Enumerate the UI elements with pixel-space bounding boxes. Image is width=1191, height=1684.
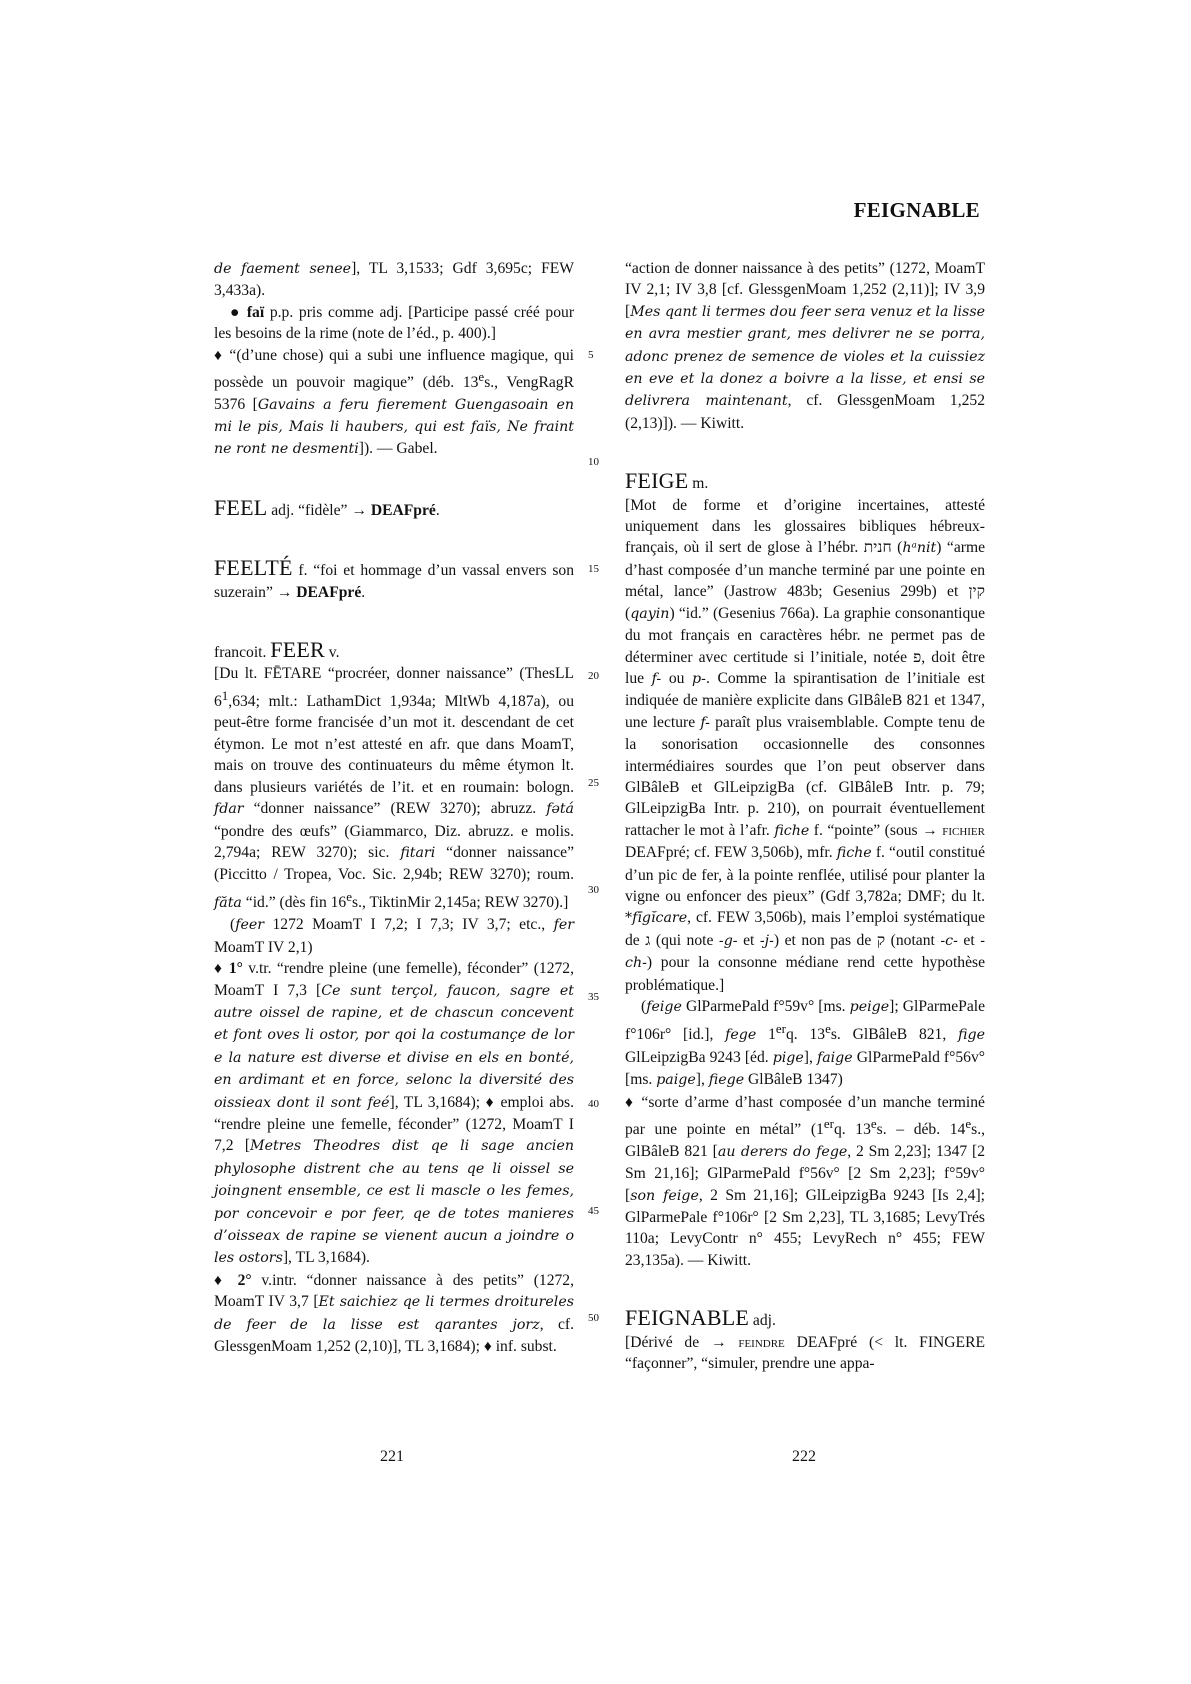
form: p-	[692, 670, 706, 687]
form: fege	[725, 1027, 757, 1044]
diamond-icon: ♦	[483, 1338, 492, 1356]
continuation-paragraph	[214, 258, 574, 302]
text: q. 13	[785, 1026, 826, 1044]
superscript: e	[870, 1116, 877, 1132]
page-number-left: 221	[380, 1448, 404, 1465]
text: GlParmePald f°56v° [ms.	[625, 1049, 985, 1089]
text: v.intr. “donner naissance à des petits” (1272, MoamT IV 3,7 [	[214, 1271, 574, 1311]
hebrew-word: חנית	[863, 539, 892, 557]
text: GlParmePald f°59v° [ms.	[681, 998, 850, 1015]
form: fige	[958, 1027, 985, 1044]
arrow-icon: →	[710, 1333, 727, 1351]
left-column	[214, 258, 574, 1357]
form: faige	[816, 1050, 853, 1066]
line-number: 25	[588, 777, 599, 789]
quote: Gavains a feru fierement Guengasoain en mi le pis, Mais li haubers, qui est faïs, Ne fraint ne ront ne desmenti	[214, 396, 574, 458]
text: ou	[661, 669, 693, 687]
quote: Ce sunt terçol, faucon, sagre et autre oissel de rapine, et de chascun concevent et font oves li ostor, por qoi la costumançe de lor e la nature est diverse et divise en els en bonté, en ardimant et en force, selonc la diversité des oissieax dont il sont feé	[214, 982, 574, 1111]
form: feer	[235, 917, 265, 934]
text: 1272 MoamT I 7,2; I 7,3; IV 3,7; etc.,	[264, 916, 554, 934]
text: ) “id.” (Gesenius 766a). La graphie consonantique du mot français en caractères hébr. ne permet pas de déterminer avec certitude si l’initiale, notée	[625, 604, 985, 666]
headword: FEEL	[214, 494, 268, 520]
cross-reference: fichier	[937, 821, 985, 839]
text: ],	[803, 1049, 817, 1066]
superscript: e	[346, 888, 353, 904]
text: .	[435, 501, 440, 519]
line-number: 30	[588, 884, 599, 896]
text: s., VengRagR 5376 [	[214, 374, 574, 413]
text: ], TL 3,1533; Gdf 3,695c; FEW 3,433a).	[214, 260, 574, 300]
superscript: e	[478, 369, 485, 385]
cross-reference: feindre	[726, 1333, 785, 1351]
text: DEAFpré (< lt. FINGERE “façonner”, “simuler, prendre une appa-	[625, 1333, 985, 1373]
text: GlBâleB 1347)	[744, 1071, 843, 1089]
sense-1	[214, 958, 574, 1270]
text: et	[957, 931, 981, 949]
form: fdar	[214, 801, 244, 818]
entry-feige	[625, 470, 985, 494]
diamond-icon: ♦	[214, 960, 224, 978]
form: fer	[553, 917, 574, 934]
text: f. “foi et hommage d’un vassal envers son suzerain”	[214, 562, 574, 601]
line-number: 40	[588, 1098, 599, 1110]
form: f-	[651, 670, 662, 687]
running-head: FEIGNABLE	[853, 198, 980, 222]
form: *fīgĭcare	[625, 910, 688, 927]
text: , cf. GlessgenMoam 1,252 (2,13)]). — Kiwitt.	[625, 392, 985, 432]
hebrew-word: קין	[968, 583, 985, 601]
headword: FEELTÉ	[214, 555, 293, 581]
form: fiege	[708, 1072, 745, 1089]
entry-feel	[214, 494, 574, 521]
cross-reference: DEAFpré	[366, 501, 436, 519]
superscript: e	[965, 1116, 972, 1132]
text: , 2 Sm 2,23]; 1347 [2 Sm 21,16]; GlParmePald f°56v° [2 Sm 2,23]; f°59v° [	[625, 1142, 986, 1204]
form: -c-	[940, 932, 958, 949]
text: s., GlBâleB 821 [	[625, 1121, 986, 1160]
quote: son feige	[630, 1187, 699, 1204]
line-number: 20	[588, 670, 599, 682]
text: ) et non pas de	[773, 931, 877, 949]
form: fətá	[546, 801, 574, 818]
etymology	[214, 663, 574, 914]
hebrew-letter: ג	[645, 931, 651, 949]
sense-number: 2°	[227, 1271, 252, 1289]
line-number: 45	[588, 1205, 599, 1217]
form: fitari	[400, 844, 436, 861]
line-number: 5	[588, 349, 594, 361]
text: [Du lt. FĒTARE “procréer, donner naissance” (ThesLL 6	[214, 665, 574, 711]
text: “id.” (dès fin 16	[241, 893, 347, 911]
line-number: 15	[588, 563, 599, 575]
text: “(d’une chose) qui a subi une influence magique, qui possède un pouvoir magique” (déb. 13	[214, 346, 574, 392]
headword: FEIGNABLE	[625, 1305, 750, 1331]
subentry-fai	[214, 302, 574, 345]
page-number-right: 222	[792, 1448, 816, 1465]
text: f. “pointe” (sous	[809, 821, 923, 839]
quote: de faement senee	[214, 261, 352, 277]
text: (	[641, 998, 647, 1015]
hebrew-letter: ק	[876, 931, 886, 949]
quote: Mes qant li termes dou feer sera venuz et la lisse en avra mestier grant, mes delivrer ne se porra, adonc prenez de semence de violes et la cuissiez en eve et la donez a boivre a la lisse, et ensi se delivrera maintenant	[625, 303, 985, 410]
etymology	[625, 495, 985, 996]
text: GlLeipzigBa 9243 [éd.	[625, 1049, 773, 1066]
text: [Mot de forme et d’origine incertaines, attesté uniquement dans les glossaires bibliques hébreux-français, où il sert de glose à l’hébr.	[625, 496, 985, 557]
text: , doit être lue	[625, 648, 985, 687]
text: [Dérivé de	[625, 1333, 711, 1351]
text: (notant	[885, 931, 941, 949]
form: făta	[214, 894, 242, 911]
text: “sorte d’arme d’hast composée d’un manche terminé par une pointe en métal” (1	[625, 1093, 985, 1139]
subentry-headword: faï	[246, 303, 265, 321]
cross-reference: DEAFpré	[292, 583, 362, 601]
text: s. GlBâleB 821,	[830, 1026, 959, 1044]
text: 1	[756, 1026, 776, 1044]
text: (qui note	[650, 931, 719, 949]
right-column	[625, 258, 985, 1374]
text: ]). — Gabel.	[358, 440, 438, 458]
text: emploi abs. “rendre pleine une femelle, féconder” (1272, MoamT I 7,2 [	[214, 1093, 574, 1155]
diamond-icon: ♦	[625, 1093, 636, 1111]
text: ) “arme d’hast composée d’un manche terminé par une pointe en métal, lance” (Jastrow 483b; Gesenius 299b) et	[625, 539, 985, 601]
text: “donner naissance” (REW 3270); abruzz.	[243, 800, 547, 818]
quote: au derers do fege	[717, 1143, 848, 1160]
text: “donner naissance” (Piccitto / Tropea, Voc. Sic. 2,94b; REW 3270); roum.	[214, 843, 574, 884]
text: v.	[324, 644, 340, 662]
text: , cf. FEW 3,506b), mais l’emploi systématique de	[625, 909, 985, 949]
entry-feignable	[625, 1307, 985, 1331]
quote: Metres Theodres dist qe li sage ancien phylosophe distrent che au tens qe li oissel se joingnent ensemble, ce est li mascle o les femes, por concevoir e por feer, qe de totes manieres d’oisseax de rapine se vienent aucun a joindre o les ostors	[214, 1138, 574, 1267]
text: adj. “fidèle”	[267, 501, 352, 519]
text: “pondre des œufs” (Giammarco, Diz. abruzz. e molis. 2,794a; REW 3270); sic.	[214, 822, 574, 861]
form: paige	[656, 1072, 696, 1089]
diamond-icon: ♦	[485, 1093, 496, 1111]
form: hᵃnit	[902, 540, 937, 557]
text: (	[625, 604, 631, 622]
forms	[214, 914, 574, 958]
superscript: er	[823, 1116, 834, 1132]
line-number: 10	[588, 456, 599, 468]
arrow-icon: →	[922, 821, 938, 839]
text: f. “outil constitué d’un pic de fer, à la pointe renflée, utilisé pour planter la vigne ou enfoncer des pieux” (Gdf 3,782a; DMF; du lt.	[625, 844, 985, 905]
quote: Et saichiez qe li termes droitureles de feer de la lisse est qarantes jorz	[214, 1294, 574, 1333]
sense-2	[214, 1270, 574, 1358]
text: (	[891, 539, 903, 557]
text: .	[361, 583, 366, 601]
text: (	[230, 916, 236, 934]
continuation-paragraph	[625, 258, 985, 434]
text: inf. subst.	[491, 1338, 557, 1356]
form: peige	[849, 999, 890, 1015]
form: fiche	[836, 845, 872, 862]
text: ,634; mlt.: LathamDict 1,934a; MltWb 4,187a), ou peut-être forme francisée d’un mot it. descendant de cet étymon. Le mot n’est attesté en afr. que dans MoamT, mais on trouve des continuateurs du même étymon lt. dans plusieurs variétés de l’it. et en roumain: bologn.	[214, 693, 574, 796]
superscript: er	[775, 1021, 786, 1037]
sense	[214, 345, 574, 461]
text: MoamT IV 2,1)	[214, 938, 313, 956]
form: -ch-	[625, 932, 985, 972]
language-label: francoit.	[214, 644, 271, 662]
text: ) pour la consonne médiane rend cette hypothèse problématique.]	[625, 954, 985, 994]
line-number: 50	[588, 1312, 599, 1324]
arrow-icon: →	[351, 501, 367, 519]
sense	[625, 1092, 985, 1271]
form: qayin	[630, 605, 670, 622]
text: adj.	[749, 1312, 776, 1330]
superscript: 1	[221, 687, 229, 703]
line-number: 35	[588, 991, 599, 1003]
text: , 2 Sm 21,16]; GlLeipzigBa 9243 [Is 2,4]; GlParmePale f°106r° [2 Sm 2,23], TL 3,1685; LevyTrés 110a; LevyContr n° 455; LevyRech n° 455; FEW 23,135a). — Kiwitt.	[625, 1186, 985, 1269]
text: “action de donner naissance à des petits” (1272, MoamT IV 2,1; IV 3,8 [cf. GlessgenMoam 1,252 (2,11)]; IV 3,9 [	[625, 260, 985, 320]
form: pige	[772, 1050, 804, 1066]
text: ],	[695, 1071, 709, 1089]
forms	[625, 996, 985, 1092]
superscript: e	[825, 1021, 831, 1037]
headword: FEER	[270, 637, 325, 663]
hebrew-letter: פ	[913, 648, 922, 666]
form: -g-	[718, 932, 738, 949]
diamond-icon: ♦	[214, 1271, 228, 1289]
diamond-icon: ♦	[214, 346, 224, 364]
text: , cf. GlessgenMoam 1,252 (2,10)], TL 3,1684);	[214, 1315, 574, 1356]
text: s. – déb. 14	[876, 1121, 966, 1139]
text: m.	[688, 475, 709, 493]
entry-feelte	[214, 557, 574, 603]
text: paraît plus vraisemblable. Compte tenu de la sonorisation occasionnelle des consonnes intermédiaires sourdes que l’on peut observer dans GlBâleB et GlLeipzigBa (cf. GlBâleB Intr. p. 79; GlLeipzigBa Intr. p. 210), on pourrait éventuellement rattacher le mot à l’afr.	[625, 713, 985, 839]
bullet-icon: ●	[230, 303, 242, 321]
entry-feer	[214, 639, 574, 663]
text: ], TL 3,1684);	[389, 1093, 486, 1111]
form: -j-	[759, 932, 774, 949]
text: q. 13	[833, 1121, 871, 1139]
text: ]; GlParmePale f°106r° [id.],	[625, 998, 986, 1044]
text: s., TiktinMir 2,145a; REW 3270).]	[352, 893, 569, 911]
text: et	[737, 931, 760, 949]
form: feige	[646, 999, 682, 1015]
sense-number: 1°	[223, 960, 243, 978]
form: f-	[700, 714, 710, 731]
form: fiche	[774, 822, 810, 839]
arrow-icon: →	[276, 583, 293, 601]
text: . Comme la spirantisation de l’initiale est indiquée de manière explicite dans GlBâleB 821 et 1347, une lecture	[625, 669, 986, 731]
headword: FEIGE	[625, 468, 689, 494]
etymology	[625, 1332, 985, 1375]
text: v.tr. “rendre pleine (une femelle), féconder” (1272, MoamT I 7,3 [	[214, 960, 574, 999]
text: DEAFpré; cf. FEW 3,506b), mfr.	[625, 844, 837, 862]
text: ], TL 3,1684).	[282, 1249, 370, 1267]
text: p.p. pris comme adj. [Participe passé créé pour les besoins de la rime (note de l’éd., p. 400).]	[214, 303, 575, 343]
